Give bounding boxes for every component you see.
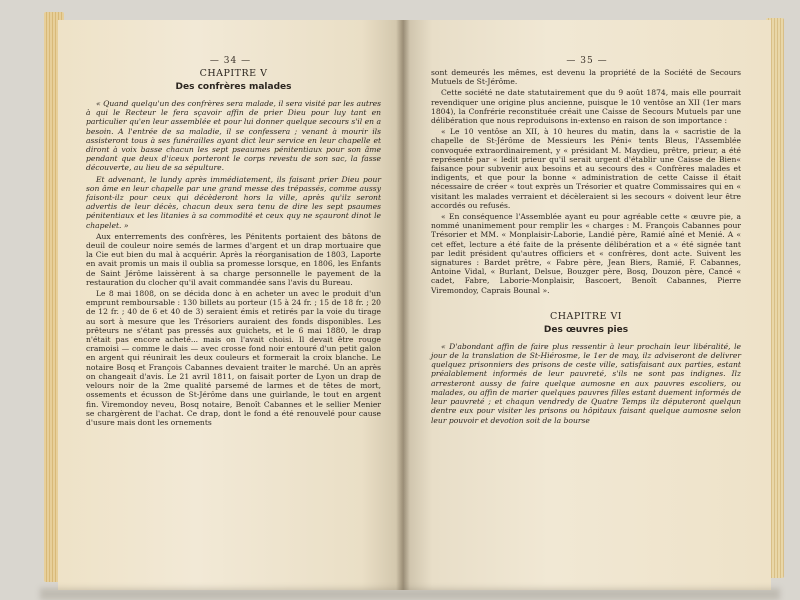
paragraph: « D'abondant affin de faire plus ressentir à leur prochain leur libéralité, le jour de la translation de St-Hiérosme, le 1er de may, ilz adviseront de delivrer quelquez prisonniers des prisons de ceste ville, satisfaisant aux parties, estant préalablement informés de leur pauvreté, s'ils ne sont pas indignes. Ilz arresteront aussy de faire quelque aumosne en aux pauvres escoliers, ou malades, ou affin de marier quelques pauvres filles estant duement informés de leur pauvreté ; et chaqun vendredy de Quatre Temps ilz députeront quelqun dentre eux pour visiter les prisons ou hôpitaux faisant quelque aumosne selon leur pouvoir et devotion soit de la bourse	[431, 341, 741, 425]
paragraph: Le 8 mai 1808, on se décida donc à en acheter un avec le produit d'un emprunt remboursable : 130 billets au porteur (15 à 24 fr. ; 15 de 18 fr. ; 20 de 12 fr. ; 40 de 6 et 40 de 3) seraient émis et retirés par la voie du tirage au sort à mesure que les Trésoriers auraient des fonds disponibles. Les prêteurs ne s'étant pas pressés aux guichets, et le 6 mai 1880, le drap n'était pas encore acheté... mais on l'avait choisi. Il devait être rouge cramoisi — comme le dais — avec crosse fond noir entouré d'un petit galon en argent qui réunirait les deux couleurs et formerait la croix blanche. Le notaire Bosq et François Cabannes devaient traiter le marché. Un an après on changeait d'avis. Le 21 avril 1811, on faisait porter de Lyon un drap de velours noir de la 2me qualité parsemé de larmes et de têtes de mort, ossements et écusson de St-Jérôme dans une guirlande, le tout en argent fin. Viremondoy neveu, Bosq notaire, Benoît Cabannes et le sellier Menier se chargèrent de l'achat. Ce drap, dont le fond a été renouvelé pour cause d'usure mais dont les ornements	[86, 289, 381, 427]
paragraph: « Le 10 ventôse an XII, à 10 heures du matin, dans la « sacristie de la chapelle de St-Jérôme de Messieurs les Péni« tents Bleus, l'Assemblée convoquée extraordinairement, y « présidant M. Maydieu, prêtre, prieur, a été représenté par « ledit prieur qu'il serait urgent d'établir une Caisse de Bien« faisance pour subvenir aux besoins et au secours des « Confrères malades et indigents, et que pour la bonne « administration de cette Caisse il était nécessaire de créer « tout exprès un Trésorier et quatre Commissaires qui en « visitant les malades verraient et décèleraient si les secours « doivent leur être accordés ou refusés.	[431, 127, 741, 210]
book-shadow	[40, 588, 780, 600]
left-page	[58, 20, 403, 590]
paragraph: sont demeurés les mêmes, est devenu la propriété de la Société de Secours Mutuels de St-Jérôme.	[431, 68, 741, 87]
paragraph: « En conséquence l'Assemblée ayant eu pour agréable cette « œuvre pie, a nommé unanimement pour remplir les « charges : M. François Cabannes pour Trésorier et MM. « Monplaisir-Laborie, Landié père, Ramié aîné et Menié. A « cet effet, lecture a été faite de la présente délibération et a « été signée tant par ledit président qu'autres officiers et « confrères, dont acte. Suivent les signatures : Bardet prêtre, « Fabre père, Jean Biers, Ramié, F. Cabannes, Antoine Vidal, « Burlant, Delsue, Bouzger père, Bosq, Douzon père, Cancé « cadet, Fabre, Laborie-Monplaisir, Bascoert, Benoît Cabannes, Pierre Viremondoy, Caprais Bounal ».	[431, 212, 741, 295]
chapter-subtitle-v: Des confrères malades	[175, 82, 292, 92]
paragraph: Cette société ne date statutairement que du 9 août 1874, mais elle pourrait revendiquer une origine plus ancienne, puisque le 10 ventôse an XII (1er mars 1804), la Confrérie reconstituée créait une Caisse de Secours Mutuels par une délibération que nous reproduisons in-extenso en raison de son importance :	[431, 88, 741, 126]
open-book	[8, 0, 792, 600]
chapter-title-vi: CHAPITRE VI	[549, 310, 623, 322]
chapter-subtitle-vi: Des œuvres pies	[543, 324, 629, 335]
paragraph: « Quand quelqu'un des confrères sera malade, il sera visité par les autres à qui le Recteur le fera sçavoir affin de prier Dieu pour luy tant en particulier qu'en leur assemblée et pour lui donner quelque secours s'il en a besoin. A l'entrée de sa maladie, il se confessera ; venant à mourir ils assisteront tous à ses funérailles ayant dict leur service en leur chapelle et diront à voix basse chacun les sept pseaumes pénitentiaux pour son âme pendant que deux d'iceux porteront le corps revestu de son sac, la fasse découverte, au lieu de sa sépulture.	[86, 99, 381, 173]
paragraph: Et advenant, le lundy après immédiatement, ils faisant prier Dieu pour son âme en leur chapelle par une grand messe des trépassés, comme aussy faisont-ilz pour ceux qui décèderont hors la ville, après qu'ilz seront advertis de leur décès, chacun deux sera tenu de dire les sept psaumes pénitentiaux et les litanies à sa commodité et ceux quy ne sçauront dinot le chapelet. »	[86, 174, 381, 230]
page-number-left: — 34 —	[209, 56, 252, 66]
book-gutter	[396, 20, 410, 590]
right-page	[403, 20, 771, 590]
page-number-right: — 35 —	[566, 56, 608, 66]
chapter-title-v: CHAPITRE V	[199, 68, 268, 79]
paragraph: Aux enterrements des confrères, les Pénitents portaient des bâtons de deuil de couleur noire semés de larmes d'argent et un drap mortuaire que la Cie eut bien du mal à acquérir. Après la réorganisation de 1803, Laporte en avait promis un mais il oublia sa promesse lorsque, en 1806, les Enfants de Saint Jérôme laissèrent à sa charge personnelle le payement de la restauration du clocher qu'il avait commandée sans l'avis du Bureau.	[86, 231, 381, 287]
